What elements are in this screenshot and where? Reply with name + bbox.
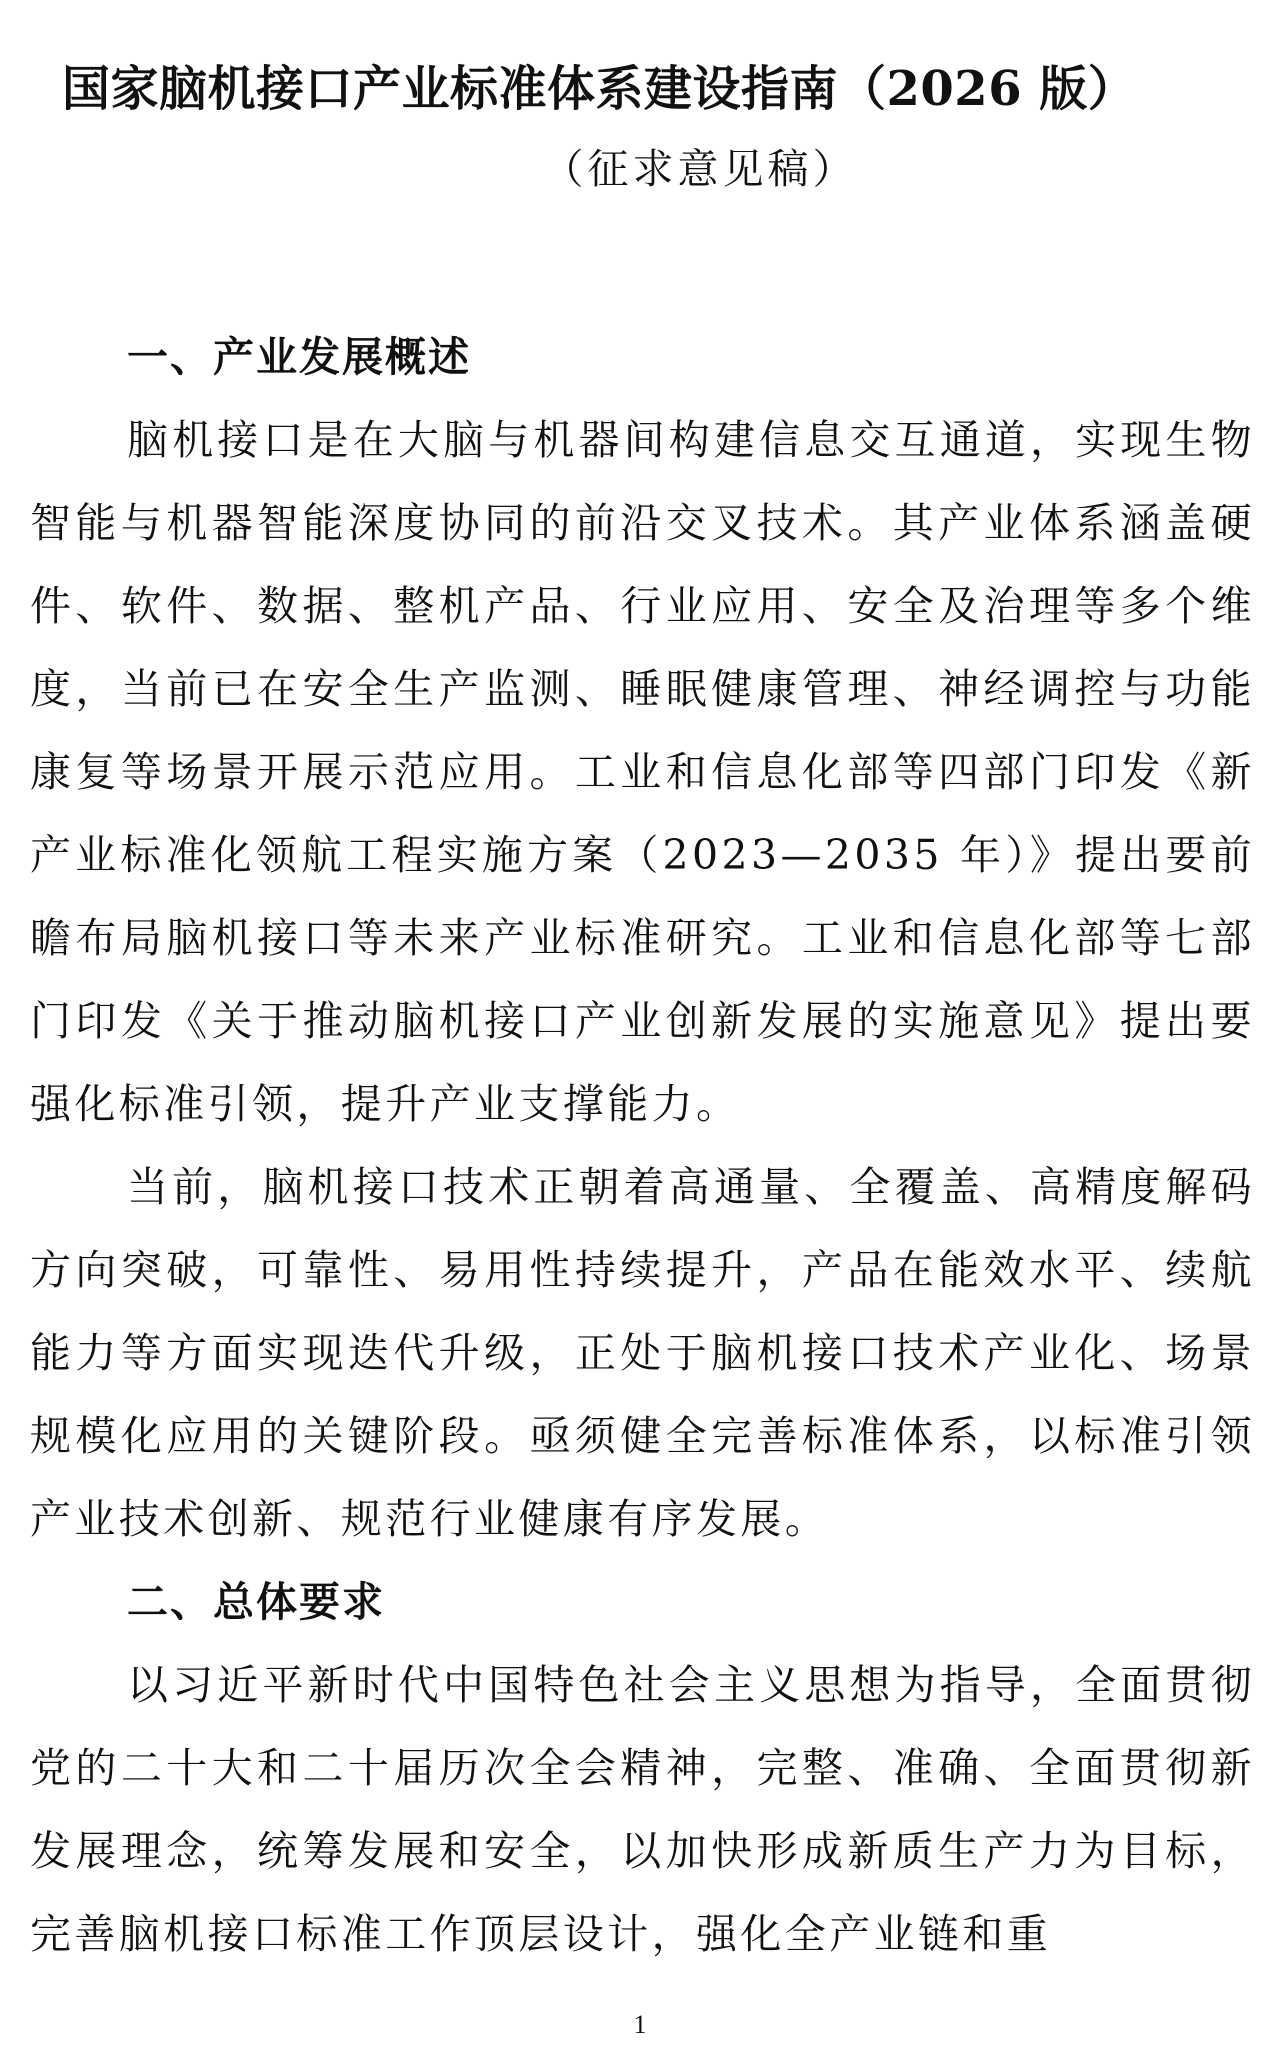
- section-heading-general-requirements: 二、总体要求: [127, 1578, 385, 1626]
- document-body: [30, 316, 1255, 1976]
- paragraph: 脑机接口是在大脑与机器间构建信息交互通道，实现生物智能与机器智能深度协同的前沿交叉技术。其产业体系涵盖硬件、软件、数据、整机产品、行业应用、安全及治理等多个维度，当前已在安全生产监测、睡眠健康管理、神经调控与功能康复等场景开展示范应用。工业和信息化部等四部门印发《新产业标准化领航工程实施方案（2023—2035 年）》提出要前瞻布局脑机接口等未来产业标准研究。工业和信息化部等七部门印发《关于推动脑机接口产业创新发展的实施意见》提出要强化标准引领，提升产业支撑能力。: [30, 416, 1255, 1128]
- document-subtitle: （征求意见稿）: [542, 145, 858, 193]
- paragraph: 以习近平新时代中国特色社会主义思想为指导，全面贯彻党的二十大和二十届历次全会精神，完整、准确、全面贯彻新发展理念，统筹发展和安全，以加快形成新质生产力为目标，完善脑机接口标准工作顶层设计，强化全产业链和重: [30, 1661, 1255, 1958]
- paragraph: 当前，脑机接口技术正朝着高通量、全覆盖、高精度解码方向突破，可靠性、易用性持续提升，产品在能效水平、续航能力等方面实现迭代升级，正处于脑机接口技术产业化、场景规模化应用的关键阶段。亟须健全完善标准体系，以标准引领产业技术创新、规范行业健康有序发展。: [30, 1163, 1255, 1543]
- section-heading-overview: 一、产业发展概述: [127, 333, 471, 381]
- document-title: 国家脑机接口产业标准体系建设指南（2026 版）: [62, 61, 1137, 117]
- page-number: 1: [633, 2010, 647, 2039]
